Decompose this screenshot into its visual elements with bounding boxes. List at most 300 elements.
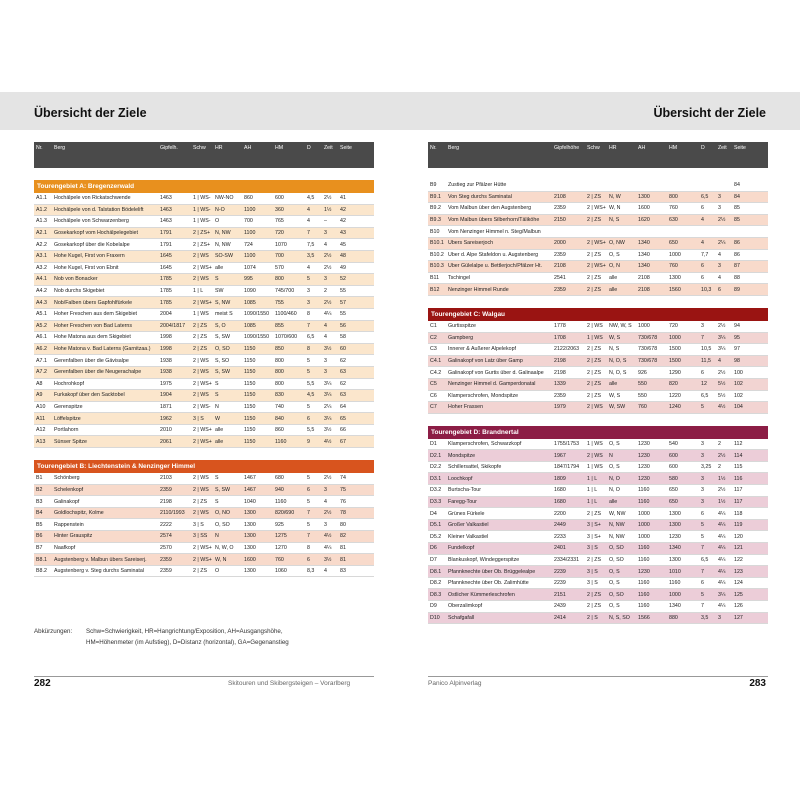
table-row: [34, 239, 374, 251]
table-row: [428, 226, 768, 238]
table-cell: 1230: [638, 475, 650, 482]
table-cell: NW, W, S: [609, 323, 632, 330]
table-cell: 5,5: [307, 427, 315, 434]
table-cell: B9.2: [430, 205, 441, 212]
table-cell: 43: [340, 230, 346, 237]
table-cell: W, N: [215, 556, 227, 563]
table-cell: 2000: [554, 240, 566, 247]
table-cell: 2 | ZS: [587, 392, 602, 399]
table-cell: 2150: [554, 217, 566, 224]
table-row: [428, 543, 768, 555]
table-cell: 124: [734, 580, 743, 587]
table-cell: 1 | L: [587, 487, 598, 494]
table-cell: 1938: [160, 357, 172, 364]
table-cell: 1847/1794: [554, 464, 580, 471]
spacer: [428, 414, 768, 426]
table-row: [34, 321, 374, 333]
table-cell: 700: [275, 253, 284, 260]
table-row: [428, 391, 768, 403]
table-cell: 2103: [160, 475, 172, 482]
table-cell: 76: [340, 498, 346, 505]
table-cell: 1467: [244, 475, 256, 482]
table-cell: 2 | ZS: [193, 334, 208, 341]
table-cell: 42: [340, 218, 346, 225]
table-cell: B12: [430, 286, 440, 293]
table-cell: 3: [718, 263, 721, 270]
table-cell: 2359: [160, 568, 172, 575]
table-cell: N, NW: [215, 230, 231, 237]
page-title-left: Übersicht der Ziele: [34, 106, 147, 120]
table-cell: 7: [307, 533, 310, 540]
table-cell: 1150: [244, 380, 256, 387]
table-row: [428, 450, 768, 462]
table-cell: 1100/460: [275, 311, 297, 318]
table-cell: 1791: [160, 230, 172, 237]
table-row: [428, 250, 768, 262]
table-cell: 2541: [554, 275, 566, 282]
table-row: [34, 332, 374, 344]
table-cell: D8.1: [430, 568, 442, 575]
table-cell: 1300: [669, 510, 681, 517]
table-cell: 5: [307, 521, 310, 528]
table-cell: Hohe Matona aus dem Skigebiet: [54, 334, 131, 341]
table-cell: Gerenspitze: [54, 403, 83, 410]
table-cell: Tschingel: [448, 275, 471, 282]
table-cell: 2222: [160, 521, 172, 528]
table-cell: 1300: [669, 556, 681, 563]
table-cell: 1962: [160, 415, 172, 422]
table-cell: 1708: [554, 334, 566, 341]
table-row: [428, 203, 768, 215]
table-cell: 1230: [669, 533, 681, 540]
table-cell: 2198: [554, 369, 566, 376]
table-cell: 2 | ZS: [587, 369, 602, 376]
table-cell: N, S: [609, 346, 620, 353]
table-cell: D10: [430, 614, 440, 621]
column-header: AH: [638, 145, 646, 151]
table-cell: Gurtisspitze: [448, 323, 476, 330]
table-cell: A1.2: [36, 206, 47, 213]
table-row: [428, 333, 768, 345]
table-cell: Klamperschrofen, Schwarzkopf: [448, 440, 522, 447]
table-cell: 1100: [244, 253, 256, 260]
table-cell: 41: [340, 195, 346, 202]
table-cell: 1220: [669, 392, 681, 399]
table-cell: B9.3: [430, 217, 441, 224]
table-cell: D9: [430, 603, 437, 610]
table-cell: 1 | L: [193, 288, 204, 295]
table-cell: 126: [734, 603, 743, 610]
column-header: Gipfelh.: [160, 145, 178, 151]
table-cell: 123: [734, 568, 743, 575]
table-cell: 2110/1993: [160, 510, 185, 517]
table-cell: 1½: [324, 206, 332, 213]
table-cell: 100: [734, 369, 743, 376]
table-cell: N, NW: [609, 522, 625, 529]
table-row: [34, 344, 374, 356]
table-cell: 5: [701, 404, 704, 411]
table-cell: D2.1: [430, 452, 442, 459]
table-cell: 3 | S: [193, 415, 204, 422]
table-row: [428, 497, 768, 509]
table-cell: 940: [275, 486, 284, 493]
table-row: [428, 566, 768, 578]
table-cell: 2 | ZS: [587, 556, 602, 563]
table-cell: Nenzinger Himmel d. Gamperdonatal: [448, 381, 536, 388]
table-cell: 6: [307, 556, 310, 563]
table-cell: D5.2: [430, 533, 442, 540]
table-cell: Hohe Kugel, First von Fraxern: [54, 253, 125, 260]
right-page-table: [428, 142, 768, 624]
spacer: [428, 168, 768, 180]
table-cell: 1 | WS: [587, 464, 603, 471]
table-cell: 2108: [554, 193, 566, 200]
table-cell: A1.1: [36, 195, 47, 202]
table-row: [34, 367, 374, 379]
table-cell: 2 | WS+: [587, 263, 606, 270]
table-cell: N-O: [215, 206, 225, 213]
table-row: [34, 413, 374, 425]
table-cell: 6: [701, 580, 704, 587]
table-cell: 2359: [554, 286, 566, 293]
table-cell: 125: [734, 591, 743, 598]
table-cell: O: [215, 568, 220, 575]
table-cell: 800: [275, 276, 284, 283]
table-cell: Oberzalimkopf: [448, 603, 483, 610]
table-cell: 2: [324, 288, 327, 295]
table-cell: N, O, S: [609, 358, 627, 365]
table-cell: 1230: [638, 440, 650, 447]
table-cell: 3: [718, 193, 721, 200]
table-cell: 1904: [160, 392, 172, 399]
table-cell: 3¼: [324, 380, 332, 387]
table-cell: 1000: [669, 334, 681, 341]
table-cell: 1967: [554, 452, 566, 459]
table-cell: A6.1: [36, 334, 47, 341]
table-cell: 4¼: [718, 568, 726, 575]
table-cell: 4: [718, 251, 721, 258]
table-cell: 4¼: [718, 522, 726, 529]
table-cell: O, S: [609, 464, 620, 471]
table-cell: 1600: [244, 556, 256, 563]
table-cell: 4: [324, 241, 327, 248]
table-cell: A9: [36, 392, 43, 399]
table-cell: Grünes Fürkele: [448, 510, 485, 517]
spacer: [34, 448, 374, 460]
table-cell: 5: [701, 522, 704, 529]
table-cell: 52: [340, 276, 346, 283]
table-cell: 1300: [244, 521, 256, 528]
table-cell: 7: [701, 568, 704, 575]
table-cell: 1150: [244, 369, 256, 376]
table-cell: 2 | ZS: [587, 510, 602, 517]
table-cell: 2 | ZS: [587, 217, 602, 224]
table-row: [34, 496, 374, 508]
table-cell: D3.2: [430, 487, 442, 494]
table-cell: 80: [340, 521, 346, 528]
column-header: Zeit: [324, 145, 333, 151]
table-row: [428, 531, 768, 543]
table-cell: C7: [430, 404, 437, 411]
table-cell: B10.1: [430, 240, 444, 247]
table-cell: 112: [734, 440, 743, 447]
table-cell: A13: [36, 438, 46, 445]
table-cell: 1300: [638, 193, 650, 200]
table-cell: 550: [638, 392, 647, 399]
table-cell: O, S: [609, 603, 620, 610]
table-cell: 5: [307, 498, 310, 505]
table-cell: 1463: [160, 206, 172, 213]
table-row: [428, 261, 768, 273]
table-cell: 720: [275, 230, 284, 237]
table-cell: 1566: [638, 614, 650, 621]
table-cell: 550: [638, 381, 647, 388]
table-cell: 2 | ZS: [587, 193, 602, 200]
table-cell: 995: [244, 276, 253, 283]
table-cell: Hoher Frassen: [448, 404, 484, 411]
table-cell: 81: [340, 556, 346, 563]
table-cell: 860: [244, 195, 253, 202]
table-cell: 3 | S: [193, 521, 204, 528]
table-cell: 580: [669, 475, 678, 482]
table-cell: 3¼: [718, 334, 726, 341]
table-cell: 3: [324, 357, 327, 364]
table-cell: 1230: [638, 568, 650, 575]
table-cell: 1090/1550: [244, 311, 270, 318]
table-cell: alle: [609, 275, 618, 282]
table-cell: 4,5: [307, 392, 315, 399]
table-cell: S, O: [215, 322, 226, 329]
table-cell: 2 | WS+: [193, 427, 212, 434]
table-cell: 4¼: [718, 510, 726, 517]
table-cell: A10: [36, 403, 46, 410]
table-cell: 4: [718, 358, 721, 365]
table-cell: W, SW: [609, 404, 626, 411]
table-cell: 6: [718, 286, 721, 293]
table-cell: meist S: [215, 311, 233, 318]
table-cell: 1560: [669, 286, 681, 293]
table-cell: 2359: [554, 205, 566, 212]
table-cell: 3¼: [324, 415, 332, 422]
table-cell: 11,5: [701, 358, 711, 365]
table-row: [428, 520, 768, 532]
table-cell: 119: [734, 522, 743, 529]
table-cell: alle: [215, 427, 224, 434]
table-cell: S, SW: [215, 486, 231, 493]
table-cell: 7,7: [701, 251, 709, 258]
table-cell: Galinakopf von Gurtis über d. Galinaalpe: [448, 369, 544, 376]
table-row: [428, 367, 768, 379]
table-cell: 2 | ZS: [193, 568, 208, 575]
table-cell: 1000: [638, 522, 650, 529]
table-cell: 1150: [244, 438, 256, 445]
abbreviations-line-1: Schw=Schwierigkeit, HR=Hangrichtung/Exposition, AH=Ausgangshöhe,: [86, 628, 283, 635]
table-cell: 5: [701, 591, 704, 598]
table-row: [428, 402, 768, 414]
table-cell: 1290: [669, 369, 681, 376]
table-cell: D3.3: [430, 498, 442, 505]
table-cell: 1010: [669, 568, 681, 575]
table-cell: 1500: [669, 346, 681, 353]
table-cell: 67: [340, 438, 346, 445]
table-cell: W: [215, 415, 220, 422]
table-header: [34, 142, 374, 168]
table-cell: S, SW: [215, 334, 231, 341]
table-cell: Goldlochspitz, Kolme: [54, 510, 104, 517]
table-cell: Portlahorn: [54, 427, 79, 434]
table-cell: 81: [340, 544, 346, 551]
table-row: [428, 578, 768, 590]
table-header: [428, 142, 768, 168]
table-cell: SO-SW: [215, 253, 233, 260]
table-cell: 98: [734, 358, 740, 365]
table-cell: Hochrohkopf: [54, 380, 85, 387]
table-cell: B3: [36, 498, 43, 505]
table-cell: 2 | ZS: [587, 591, 602, 598]
table-cell: O, S: [609, 568, 620, 575]
table-cell: 1998: [160, 334, 172, 341]
table-cell: Schafgafall: [448, 614, 475, 621]
table-cell: 56: [340, 322, 346, 329]
table-cell: 1 | L: [587, 498, 598, 505]
table-cell: 1000: [638, 510, 650, 517]
table-cell: 1060: [275, 568, 287, 575]
table-cell: S: [215, 392, 219, 399]
table-cell: 680: [275, 475, 284, 482]
table-cell: 2 | WS+: [193, 438, 212, 445]
table-cell: 1150: [244, 427, 256, 434]
table-cell: 4: [718, 275, 721, 282]
table-cell: 1070: [275, 241, 287, 248]
table-cell: 95: [734, 334, 740, 341]
table-cell: –: [324, 218, 327, 225]
table-cell: 2½: [324, 299, 332, 306]
table-cell: Burtscha-Tour: [448, 487, 481, 494]
table-cell: 88: [734, 275, 740, 282]
table-cell: 2¼: [718, 240, 726, 247]
table-cell: 6,5: [307, 334, 315, 341]
table-row: [428, 321, 768, 333]
table-cell: alle: [609, 286, 618, 293]
table-cell: O, NW: [609, 240, 625, 247]
table-cell: 800: [275, 357, 284, 364]
table-cell: 4¼: [718, 533, 726, 540]
table-cell: W, N: [609, 205, 621, 212]
table-cell: O, NO: [215, 510, 231, 517]
table-cell: 3,5: [307, 253, 315, 260]
table-cell: C4.2: [430, 369, 442, 376]
table-row: [34, 519, 374, 531]
table-cell: 2½: [718, 217, 726, 224]
table-cell: 1 | WS-: [193, 206, 211, 213]
table-cell: 5: [307, 276, 310, 283]
table-cell: 117: [734, 487, 743, 494]
table-cell: D6: [430, 545, 437, 552]
table-cell: 2200: [554, 510, 566, 517]
table-cell: 740: [275, 403, 284, 410]
table-cell: 2¼: [324, 403, 332, 410]
table-cell: N, W, O: [215, 544, 234, 551]
table-cell: Gerenfalben über die Neugerachalpe: [54, 369, 142, 376]
table-cell: C3: [430, 346, 437, 353]
table-cell: 4: [307, 218, 310, 225]
table-row: [34, 485, 374, 497]
table-cell: 4: [307, 264, 310, 271]
table-cell: 8: [307, 346, 310, 353]
table-cell: 1160: [275, 438, 287, 445]
table-cell: 2 | WS: [193, 510, 209, 517]
table-cell: 1463: [160, 218, 172, 225]
table-cell: 760: [638, 404, 647, 411]
table-cell: Naafkopf: [54, 544, 76, 551]
table-cell: Hochälpele von d. Talstation Bödelelift: [54, 206, 144, 213]
table-cell: 6: [701, 275, 704, 282]
table-cell: 4: [324, 568, 327, 575]
table-cell: 1300: [244, 544, 256, 551]
table-cell: B9: [430, 182, 437, 189]
table-cell: D5.1: [430, 522, 442, 529]
table-cell: 1340: [669, 603, 681, 610]
column-header: Zeit: [718, 145, 727, 151]
table-row: [34, 193, 374, 205]
table-cell: 8,3: [307, 568, 315, 575]
table-cell: N: [215, 533, 219, 540]
table-cell: 1160: [638, 545, 650, 552]
table-cell: 6: [701, 205, 704, 212]
table-cell: 1339: [554, 381, 566, 388]
table-cell: D2.2: [430, 464, 442, 471]
table-cell: 1680: [554, 498, 566, 505]
column-header: D: [307, 145, 311, 151]
table-cell: 1 | WS: [587, 334, 603, 341]
table-cell: 2359: [160, 486, 172, 493]
table-cell: 1785: [160, 276, 172, 283]
table-cell: Innerer & Außerer Alpelekopf: [448, 346, 517, 353]
table-cell: N, S: [609, 217, 620, 224]
table-cell: 724: [244, 241, 253, 248]
table-cell: 760: [669, 263, 678, 270]
table-cell: 84: [734, 182, 740, 189]
table-cell: 3½: [324, 556, 332, 563]
table-cell: 2570: [160, 544, 172, 551]
table-cell: 1160: [669, 580, 681, 587]
table-cell: N: [215, 403, 219, 410]
table-cell: N: [609, 452, 613, 459]
table-cell: 117: [734, 498, 743, 505]
table-cell: 1½: [718, 475, 726, 482]
table-cell: S: [215, 475, 219, 482]
table-cell: 765: [275, 218, 284, 225]
section-header: Tourengebiet A: Bregenzerwald: [34, 180, 374, 193]
table-cell: 755: [275, 299, 284, 306]
table-cell: A6.2: [36, 346, 47, 353]
table-cell: Hinter Grauspitz: [54, 533, 93, 540]
table-cell: 2 | WS: [193, 357, 209, 364]
table-cell: 600: [275, 195, 284, 202]
table-cell: 760: [275, 556, 284, 563]
table-cell: 64: [340, 403, 346, 410]
table-cell: 2 | WS+: [587, 240, 606, 247]
table-cell: 1979: [554, 404, 566, 411]
table-cell: 1785: [160, 299, 172, 306]
table-cell: Hochälpele von Schwarzenberg: [54, 218, 129, 225]
table-cell: N, NW: [215, 241, 231, 248]
table-cell: 2004: [160, 311, 172, 318]
table-row: [34, 425, 374, 437]
table-cell: 82: [340, 533, 346, 540]
table-cell: S: [215, 380, 219, 387]
table-cell: 2 | ZS: [587, 603, 602, 610]
